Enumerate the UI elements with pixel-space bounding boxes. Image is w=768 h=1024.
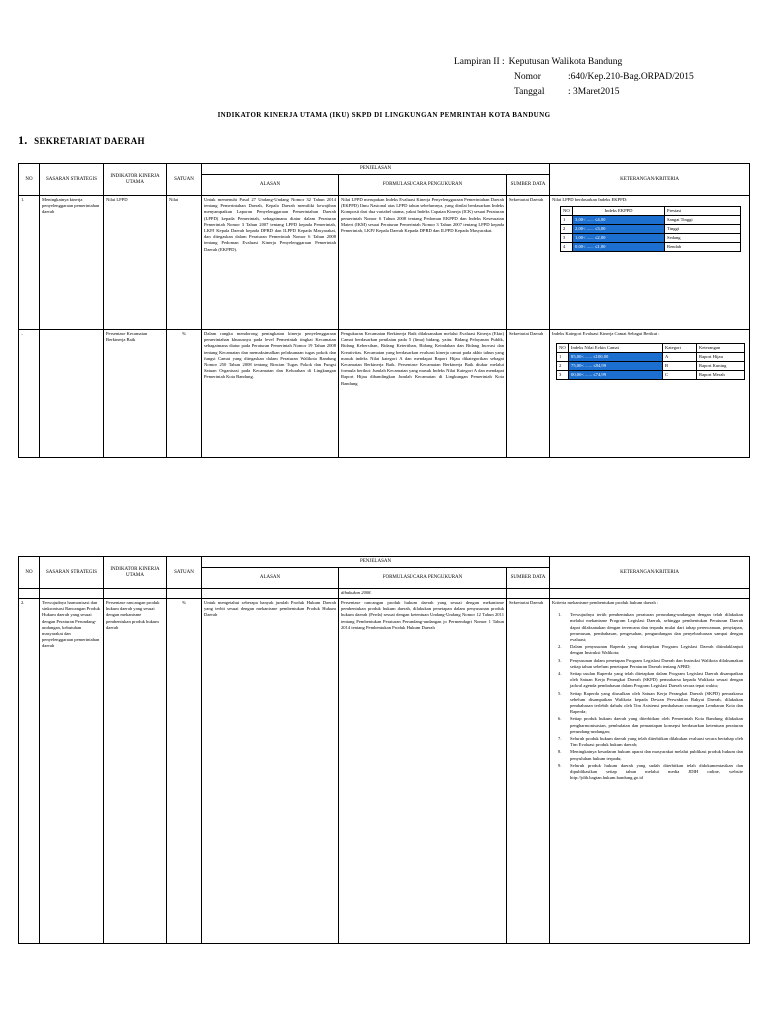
sub-header: Kategori [663, 344, 697, 353]
tanggal-label: Tanggal [514, 87, 545, 97]
sub-cell: 0,00< ...... ≤1,00 [573, 243, 665, 252]
sub-cell: 2 [557, 362, 569, 371]
nomor-value: :640/Kep.210-Bag.ORPAD/2015 [568, 72, 694, 82]
col-sasaran: SASARAN STRATEGIS [40, 164, 104, 196]
col-sumber: SUMBER DATA [507, 175, 550, 196]
cell-formulasi: Pengukuran Kecamatan Berkinerja Baik dilaksanakan melalui Evaluasi Kinerja (Ekin) Camat berdasarkan penilaian pada 5 (lima) bidang, yaitu: Bidang Pelayanan Publik, Bidang Kebersihan, Bidang Ketertiban, Bidang Keindahan dan Bidang Inovasi dan Kreativitas. Kecamatan yang berdasarkan evaluasi kinerja camat pada akhir tahun yang masuk indeks Nilai kategori A dan mendapat Raport Hijau dikategorikan sebagai Kecamatan Berkinerja Baik. Persentase Kecamatan Berkinerja Baik diukur melalui formula berikut: Jumlah Kecamatan yang masuk Indeks Nilai Kategori A dan mendapat Raport Hijau dibandingkan Jumlah Kecamatan di Lingkungan Pemerintah Kota Bandung [339, 330, 507, 458]
lampiran-value: Keputusan Walikota Bandung [508, 57, 623, 67]
sub-cell: A [663, 353, 697, 362]
sub-cell: 2 [561, 225, 573, 234]
sub-cell: C [663, 371, 697, 380]
cell-sumber: Sekretariat Daerah [507, 330, 550, 458]
tanggal-value: : 3Maret2015 [568, 87, 620, 97]
sub-cell: 2,00< ...... ≤3,00 [573, 225, 665, 234]
table-row [19, 196, 750, 330]
criteria-list [552, 612, 747, 781]
sub-header: Prestasi [665, 207, 741, 216]
list-item: 7. Seluruh produk hukum daerah yang telah diterbitkan dilakukan evaluasi secara bertahap oleh Tim Evaluasi produk hukum daerah; [558, 736, 744, 748]
lampiran-header [454, 55, 694, 100]
table-row [19, 589, 750, 599]
list-item: 3. Penyusunan dalam penetapan Program Legislasi Daerah dan Instruksi Walikota dilaksanakan setiap tahun sebelum penetapan Peraturan Daerah tentang APBD; [558, 657, 744, 669]
sub-header: Indeks Nilai Evkin Camat [569, 344, 663, 353]
sub-cell: 3,00< ...... ≤4,00 [573, 216, 665, 225]
sub-cell: Raport Merah [697, 371, 745, 380]
col-sasaran: SASARAN STRATEGIS [40, 557, 104, 589]
cell-keterangan [550, 196, 750, 330]
cell-indikator: Persentase Kecamatan Berkinerja Baik [104, 330, 167, 458]
keterangan-intro: Indeks Kategori Evaluasi Kinerja Camat Sebagai Berikut : [552, 331, 660, 336]
cell-sumber: Sekretariat Daerah [507, 196, 550, 330]
list-item: 2. Dalam penyusunan Raperda yang ditetapkan Program Legislasi Daerah ditindaklanjuti dengan Instruksi Walikota; [558, 644, 744, 656]
sub-header: Indeks EKPPD [573, 207, 665, 216]
section-title: SEKRETARIAT DAERAH [34, 136, 145, 146]
cell-no: .. [19, 330, 40, 458]
col-indikator: INDIKATOR KINERJA UTAMA [104, 164, 167, 196]
sub-cell: 75,00< ...... ≤84,99 [569, 362, 663, 371]
cell-sasaran: Terwujudnya harmonisasi dan sinkronisasi Rancangan Produk Hukum daerah yang sesuai dengan Peraturan Perundang-undangan, kebutuhan masyarakat dan penyelenggaraan pemerintahan daerah [40, 599, 104, 944]
sub-cell: 4 [561, 243, 573, 252]
table-row [19, 599, 750, 944]
sub-cell: 00,00< ...... ≤74,99 [569, 371, 663, 380]
col-keterangan: KETERANGAN/KRITERIA [550, 164, 750, 196]
sub-cell: B [663, 362, 697, 371]
document-title: INDIKATOR KINERJA UTAMA (IKU) SKPD DI LINGKUNGAN PEMRINTAH KOTA BANDUNG [217, 111, 551, 119]
cell-keterangan [550, 330, 750, 458]
sub-header: Keterangan [697, 344, 745, 353]
col-keterangan: KETERANGAN/KRITERIA [550, 557, 750, 589]
sub-cell: 3 [557, 371, 569, 380]
cell-alasan: Untuk memenuhi Pasal 27 Undang-Undang Nomor 32 Tahun 2014 tentang Pemerintahan Daerah, Kepala Daerah memiliki kewajiban menyampaikan Laporan Penyelenggaraan Pemerintahan Daerah (LPPD) kepada Pemerintah, sebagaimana diatur dalam Peraturan Pemerintah Nomor 3 Tahun 2007 tentang LPPD kepada Pemerintah, LKPJ Kepala Daerah kepada DPRD dan ILPPD Kepada Masyarakat, dan ditegaskan dalam Peraturan Pemerintah Nomor 6 Tahun 2008 tentang Pedoman Evaluasi Kinerja Penyelenggaraan Pemerintah Daerah (EKPPD). [202, 196, 339, 330]
col-alasan: ALASAN [202, 568, 339, 589]
list-item: 6. Setiap produk hukum daerah yang diterbitkan oleh Pemerintah Kota Bandung dilakukan pengharmonisasian, pembulatan dan pemantapan konsepsi berdasarkan ketentuan peraturan perundang-undangan; [558, 716, 744, 734]
col-penjelasan: PENJELASAN [202, 557, 550, 568]
cell-sasaran: Meningkatnya kinerja penyelenggaraan pemerintahan daerah [40, 196, 104, 330]
sub-cell: 3 [561, 234, 573, 243]
iku-table-page1 [18, 163, 750, 458]
keterangan-intro: Kriteria mekanisme pembentukan produk hukum daerah : [552, 600, 659, 605]
cell-sasaran [40, 330, 104, 458]
section-heading [18, 133, 145, 148]
col-sumber: SUMBER DATA [507, 568, 550, 589]
nomor-label: Nomor [514, 72, 541, 82]
ekppd-index-table [560, 206, 741, 252]
sub-cell: 1 [557, 353, 569, 362]
col-formulasi: FORMULASI/CARA PENGUKURAN [339, 175, 507, 196]
sub-cell: Raport Kuning [697, 362, 745, 371]
sub-header: NO [561, 207, 573, 216]
list-item: 1. Terwujudnya tertib pembentukan peraturan perundang-undangan dengan telah dilakukan melalui mekanisme Program Legislasi Daerah, sehingga pembentukan Peraturan Daerah dapat dilaksanakan dengan terencana dan terpadu mulai dari tahap perencanaan, penyiapan, perumusan, pembahasan, pengesahan, pengundangan dan penyebarluasan sampai dengan evaluasi; [558, 612, 744, 643]
cell-sumber: Sekretariat Daerah [507, 599, 550, 944]
col-indikator: INDIKATOR KINERJA UTAMA [104, 557, 167, 589]
table-row [19, 330, 750, 458]
col-satuan: SATUAN [167, 557, 202, 589]
cell-satuan: % [167, 599, 202, 944]
cell-alasan: Dalam rangka mendorong peningkatan kinerja penyelenggaraan pemerintahan khususnya pada level Pemerintah tingkat Kecamatan sebagaimana diatur pada Peraturan Pemerintah Nomor 19 Tahun 2008 tentang Kecamatan dan memaksimalkan pelaksanaan tugas pokok dan fungsi Camat yang ditegaskan dalam Peraturan Walikota Bandung Nomor 250 Tahun 2008 tentang Rincian Tugas Pokok dan Fungsi Satuan Organisasi pada Kecamatan dan Kelurahan di Lingkungan Pemerintah Kota Bandung. [202, 330, 339, 458]
keterangan-intro: Nilai LPPD berdasarkan Indeks EKPPD: [552, 197, 628, 202]
cell-no: 1. [19, 196, 40, 330]
col-no: NO [19, 164, 40, 196]
sub-cell: Sangat Tinggi [665, 216, 741, 225]
sub-cell: 1,00< ...... ≤2,00 [573, 234, 665, 243]
sub-cell: 1 [561, 216, 573, 225]
col-no: NO [19, 557, 40, 589]
col-penjelasan: PENJELASAN [202, 164, 550, 175]
cell-formulasi: Persentase rancangan produk hukum daerah yang sesuai dengan mekanisme pembentukan produk hukum daerah, dilakukan penetapan dalam penyusunan produk hukum daerah (Perda) sesuai dengan ketentuan Undang-Undang Nomor 12 Tahun 2011 tentang Pembentukan Peraturan Perundang-undangan jo Permendagri Nomor 1 Tahun 2014 tentang Pembentukan Produk Hukum Daerah [339, 599, 507, 944]
sub-cell: Raport Hijau [697, 353, 745, 362]
list-item: 8. Meningkatnya kesadaran hukum aparat dan masyarakat melalui publikasi produk hukum dan penyuluhan hukum terpadu; [558, 749, 744, 761]
lampiran-label: Lampiran II : [454, 57, 505, 67]
cell-keterangan [550, 599, 750, 944]
cell-satuan: % [167, 330, 202, 458]
cell-formulasi: Nilai LPPD merupakan Indeks Evaluasi Kinerja Penyelenggaraan Pemerintahan Daerah (EKPPD) Ilmu Nasional atas LPPD tahun sebelumnya, yang dinilai berdasarkan Indeks Komposit dari dua variabel utama, yakni Indeks Capaian Kinerja (ICK) sesuai Peraturan pemerintah Nomor 6 Tahun 2008 tentang Pedoman EKPPD dan Indeks Kesesuaian Materi (IKM) sesuai Peraturan Pemerintah Nomor 3 Tahun 2007 tentang LPPD kepada Pemerintah, LKPJ Kepala Daerah Kepada DPRD dan ILPPD Kepada Masyarakat. [339, 196, 507, 330]
sub-header: NO [557, 344, 569, 353]
continuation-text: dibakukan 2008. [339, 589, 507, 599]
col-satuan: SATUAN [167, 164, 202, 196]
col-formulasi: FORMULASI/CARA PENGUKURAN [339, 568, 507, 589]
list-item: 5. Setiap Raperda yang diusulkan oleh Satuan Kerja Perangkat Daerah (SKPD) pemrakarsa sebelum disampaikan Walikota kepada Dewan Perwakilan Rakyat Daerah, dilakukan pembahasan terlebih dahulu oleh Tim Asistensi pembahasan rancangan Lembaran Kota dan Raperda; [558, 690, 744, 715]
sub-cell: Rendah [665, 243, 741, 252]
cell-indikator: Nilai LPPD [104, 196, 167, 330]
list-item: 9. Seluruh produk hukum daerah yang sudah diterbitkan telah didokumentasikan dan dipublikasikan setiap tahun melalui media JDIH online, website http://jdih.bagian.hukum.bandung.go.id [558, 762, 744, 781]
sub-cell: 85,00< ...... ≤100,00 [569, 353, 663, 362]
cell-satuan: Nilai [167, 196, 202, 330]
list-item: 4. Setiap usulan Raperda yang telah ditetapkan dalam Program Legislasi Daerah disampaikan oleh Satuan Kerja Perangkat Daerah (SKPD) pemrakarsa kepada Walikota sesuai dengan jadwal agenda pembahasan dalam Program Legislasi Daerah secara tepat waktu; [558, 671, 744, 689]
iku-table-page2 [18, 556, 750, 944]
sub-cell: Tinggi [665, 225, 741, 234]
evkin-camat-table [556, 343, 745, 380]
cell-alasan: Untuk mengetahui seberapa banyak jumlah Produk Hukum Daerah yang terbit sesuai dengan mekanisme pembentukan Produk Hukum Daerah [202, 599, 339, 944]
cell-no: 2. [19, 599, 40, 944]
section-number: 1. [18, 133, 28, 147]
cell-indikator: Persentase rancangan produk hukum daerah yang sesuai dengan mekanisme pembentukan produk hukum daerah [104, 599, 167, 944]
col-alasan: ALASAN [202, 175, 339, 196]
sub-cell: Sedang [665, 234, 741, 243]
